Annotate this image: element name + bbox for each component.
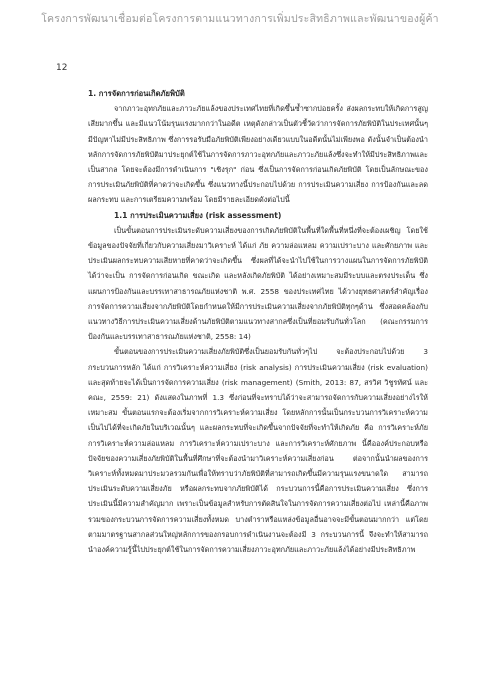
subsection-heading: 1.1 การประเมินความเสี่ยง (risk assessment) bbox=[114, 210, 282, 220]
intro-paragraph: จากภาวะอุทกภัยและภาวะภัยแล้งของประเทศไทยที่เกิดขึ้นซ้ำซากบ่อยครั้ง ส่งผลกระทบให้เกิดการสูญเสียมากขึ้น และมีแนวโน้มรุนแรงมากกว่าในอดีต เหตุดังกล่าวเป็นตัวชี้วัดว่าการจัดการภัยพิบัติในประเทศนั้นๆ มีปัญหาไม่มีประสิทธิภาพ ซึ่งการรอรับมือภัยพิบัติเพียงอย่างเดียวแบบในอดีตนั้นไม่เพียงพอ ดังนั้นจำเป็นต้องนำหลักการจัดการภัยพิบัติมาประยุกต์ใช้ในการจัดการภาวะอุทกภัยและภาวะภัยแล้งซึ่งจะทำให้มีประสิทธิภาพและเป็นสากล โดยจะต้องมีการดำเนินการ "เชิงรุก" ก่อน ซึ่งเป็นการจัดการก่อนเกิดภัยพิบัติ โดยเป็นลักษณะของการประเมินภัยพิบัติที่คาดว่าจะเกิดขึ้น ซึ่งแนวทางนี้ประกอบไปด้วย การประเมินความเสี่ยง การป้องกันและลดผลกระทบ และการเตรียมความพร้อม โดยมีรายละเอียดดังต่อไปนี้ bbox=[88, 104, 428, 205]
paragraph-2: ขั้นตอนของการประเมินความเสี่ยงภัยพิบัติซึ่งเป็นยอมรับกันทั่วๆไป จะต้องประกอบไปด้วย 3 กระบวนการหลัก ได้แก่ การวิเคราะห์ความเสี่ยง (risk analysis) การประเมินความเสี่ยง (risk evaluation) และสุดท้ายจะได้เป็นการจัดการความเสี่ยง (risk management) (Smith, 2013: 87, สรวิศ วิชูรทัศน์ และคณะ, 2559: 21) ดังแสดงในภาพที่ 1.3 ซึ่งก่อนที่จะทราบได้ว่าจะสามารถจัดการกับความเสี่ยงอย่างไรให้เหมาะสม ขั้นตอนแรกจะต้องเริ่มจากการวิเคราะห์ความเสี่ยง โดยหลักการนั้นเป็นกระบวนการวิเคราะห์ความเป็นไปได้ที่จะเกิดภัยในบริเวณนั้นๆ และผลกระทบที่จะเกิดขึ้นจากปัจจัยที่จะทำให้เกิดภัย คือ การวิเคราะห์ภัย การวิเคราะห์ความล่อแหลม การวิเคราะห์ความเปราะบาง และการวิเคราะห์ศักยภาพ นี้คือองค์ประกอบหรือปัจจัยของความเสี่ยงภัยพิบัติในพื้นที่ศึกษาที่จะต้องนำมาวิเคราะห์ความเสี่ยงก่อน ต่อจากนั้นนำผลของการวิเคราะห์ทั้งหมดมาประมวลรวมกันเพื่อให้ทราบว่าภัยพิบัติที่สามารถเกิดขึ้นมีความรุนแรงขนาดใด สามารถประเมินระดับความเสี่ยงภัย หรือผลกระทบจากภัยพิบัติได้ กระบวนการนี้คือการประเมินความเสี่ยง ซึ่งการประเมินนี้มีความสำคัญมาก เพราะเป็นข้อมูลสำหรับการตัดสินใจในการจัดการความเสี่ยงต่อไป เหล่านี้คือภาพรวมของกระบวนการจัดการความเสี่ยงทั้งหมด บางตำราหรือแหล่งข้อมูลอื่นอาจจะมีขั้นตอนมากกว่า แต่โดยตามมาตรฐานสากลส่วนใหญ่หลักการของกรอบการดำเนินงานจะต้องมี 3 กระบวนการนี้ จึงจะทำให้สามารถนำองค์ความรู้นี้ไปประยุกต์ใช้ในการจัดการความเสี่ยงภาวะอุทกภัยและภาวะภัยแล้งได้อย่างมีประสิทธิภาพ bbox=[88, 347, 428, 555]
running-header: โครงการพัฒนาเชื่อมต่อโครงการตามแนวทางการเพิ่มประสิทธิภาพและพัฒนาของผู้ค้า bbox=[41, 13, 439, 25]
page-content bbox=[88, 86, 428, 557]
page-number: 12 bbox=[56, 63, 68, 73]
paragraph-1: เป็นขั้นตอนการประเมินระดับความเสี่ยงของการเกิดภัยพิบัติในพื้นที่ใดพื้นที่หนึ่งที่จะต้องเผชิญ โดยใช้ข้อมูลของปัจจัยที่เกี่ยวกับความเสี่ยงมาวิเคราะห์ ได้แก่ ภัย ความล่อแหลม ความเปราะบาง และศักยภาพ และประเมินผลกระทบความเสียหายที่คาดว่าจะเกิดขึ้น ซึ่งผลที่ได้จะนำไปใช้ในการวางแผนในการจัดการภัยพิบัติได้ว่าจะเป็น การจัดการก่อนเกิด ขณะเกิด และหลังเกิดภัยพิบัติ ได้อย่างเหมาะสมมีระบบและตรงประเด็น ซึ่งแผนการป้องกันและบรรเทาสาธารณภัยแห่งชาติ พ.ศ. 2558 ของประเทศไทย ได้วางยุทธศาสตร์สำคัญเรื่องการจัดการความเสี่ยงจากภัยพิบัติโดยกำหนดให้มีการประเมินความเสี่ยงจากภัยพิบัติทุกๆด้าน ซึ่งสอดคล้องกับแนวทางวิธีการประเมินความเสี่ยงด้านภัยพิบัติตามแนวทางสากลซึ่งเป็นที่ยอมรับกันทั่วโลก (คณะกรรมการป้องกันและบรรเทาสาธารณภัยแห่งชาติ, 2558: 14) bbox=[88, 225, 428, 342]
section-heading: 1. การจัดการก่อนเกิดภัยพิบัติ bbox=[88, 89, 185, 98]
